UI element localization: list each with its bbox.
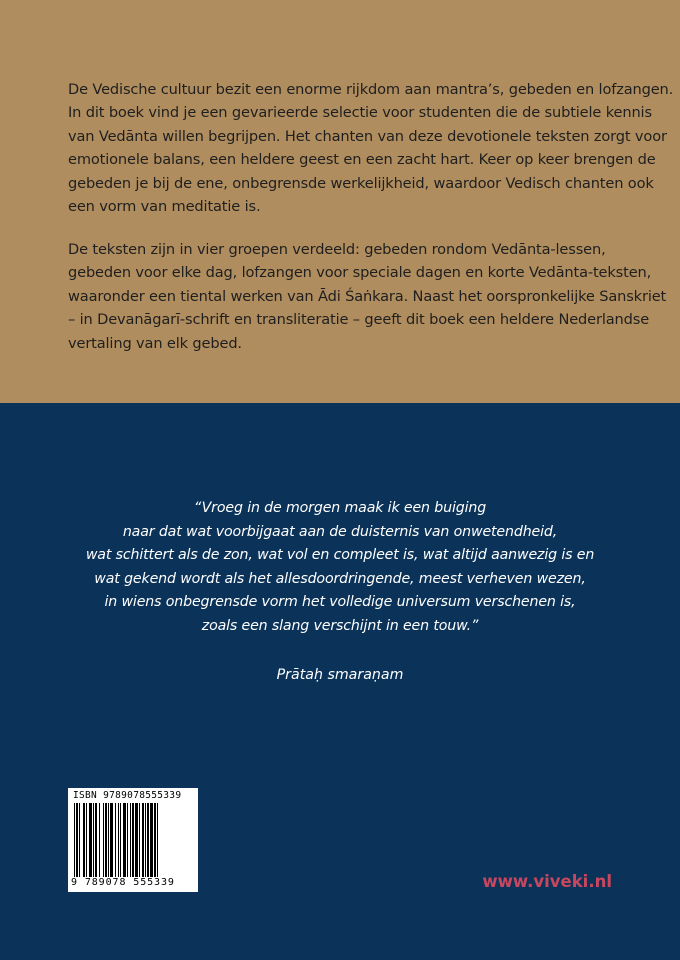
- website-link[interactable]: www.viveki.nl: [482, 872, 612, 891]
- quote-block: [0, 497, 680, 639]
- barcode-bar: [83, 803, 85, 877]
- barcode-bar: [118, 803, 119, 877]
- quote-line: “Vroeg in de morgen maak ik een buiging: [193, 500, 487, 516]
- blurb-line: vertaling van elk gebed.: [68, 334, 242, 352]
- isbn-barcode: [68, 788, 198, 892]
- barcode-bar: [150, 803, 153, 877]
- barcode-bar: [145, 803, 146, 877]
- blurb-line: een vorm van meditatie is.: [68, 198, 261, 216]
- barcode-bar: [115, 803, 116, 877]
- barcode-bar: [95, 803, 97, 877]
- barcode-bar: [154, 803, 156, 877]
- blurb-line: In dit boek vind je een gevarieerde selectie voor studenten die de subtiele kennis: [68, 104, 652, 122]
- barcode-bar: [135, 803, 138, 877]
- blurb-line: – in Devanāgarī-schrift en transliteratie – geeft dit boek een heldere Nederlandse: [68, 311, 650, 329]
- barcode-bar: [76, 803, 78, 877]
- barcode-bar: [147, 803, 149, 877]
- blurb-line: De teksten zijn in vier groepen verdeeld: gebeden rondom Vedānta-lessen,: [68, 241, 606, 258]
- barcode-bar: [157, 803, 158, 877]
- barcode-bar: [142, 803, 144, 877]
- blurb-line: De Vedische cultuur bezit een enorme rijkdom aan mantra’s, gebeden en lofzangen.: [68, 81, 674, 98]
- blurb-line: emotionele balans, een heldere geest en een zacht hart. Keer op keer brengen de: [68, 151, 656, 169]
- quote-line: wat schittert als de zon, wat vol en compleet is, wat altijd aanwezig is en: [85, 547, 595, 564]
- barcode-bar: [127, 803, 128, 877]
- barcode-bar: [99, 803, 100, 877]
- barcode-bar: [108, 803, 109, 877]
- quote-source: Prātaḥ smaraṇam: [276, 667, 404, 683]
- blurb-line: waaronder een tiental werken van Ādi Śaṅkara. Naast het oorspronkelijke Sanskriet: [68, 287, 667, 305]
- blurb-paragraph-2: [68, 238, 667, 355]
- barcode-bar: [110, 803, 113, 877]
- quote-line: zoals een slang verschijnt in een touw.”: [201, 617, 479, 634]
- quote-line: naar dat wat voorbijgaat aan de duisternis van onwetendheid,: [122, 523, 558, 540]
- barcode-bar: [86, 803, 87, 877]
- barcode-bar: [89, 803, 92, 877]
- blurb-line: gebeden voor elke dag, lofzangen voor speciale dagen en korte Vedānta-teksten,: [68, 264, 652, 282]
- quote-line: wat gekend wordt als het allesdoordringende, meest verheven wezen,: [94, 570, 586, 587]
- barcode-bar: [105, 803, 107, 877]
- blurb-line: gebeden je bij de ene, onbegrensde werkelijkheid, waardoor Vedisch chanten ook: [68, 174, 654, 192]
- barcode-bar: [132, 803, 134, 877]
- barcode-bar: [139, 803, 140, 877]
- quote-line: in wiens onbegrensde vorm het volledige universum verschenen is,: [104, 594, 576, 611]
- barcode-bar: [120, 803, 121, 877]
- barcode-bars: [74, 803, 192, 877]
- barcode-bar: [103, 803, 104, 877]
- blurb-paragraph-1: [68, 78, 674, 218]
- blurb-panel: [0, 0, 680, 403]
- blurb-line: van Vedānta willen begrijpen. Het chanten van deze devotionele teksten zorgt voor: [68, 127, 667, 145]
- isbn-label: ISBN 9789078555339: [73, 790, 182, 801]
- barcode-bar: [123, 803, 126, 877]
- barcode-bar: [130, 803, 131, 877]
- barcode-bar: [74, 803, 75, 877]
- isbn-digits: 9 789078 555339: [71, 877, 175, 888]
- barcode-bar: [93, 803, 94, 877]
- barcode-bar: [79, 803, 80, 877]
